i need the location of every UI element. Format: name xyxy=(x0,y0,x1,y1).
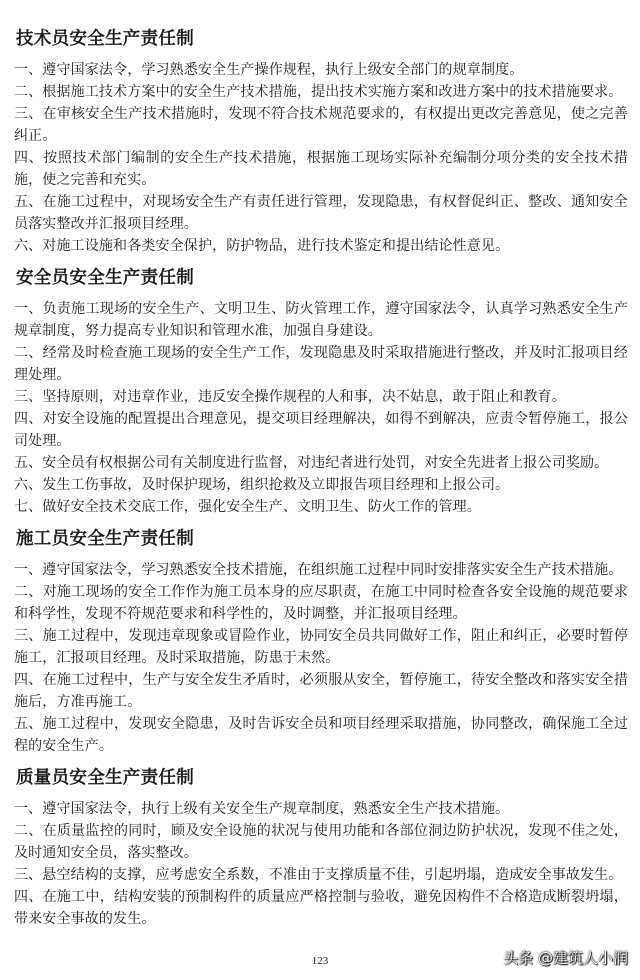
section-title: 质量员安全生产责任制 xyxy=(16,768,194,788)
clause: 三、施工过程中，发现违章现象或冒险作业，协同安全员共同做好工作，阻止和纠正，必要时暂停施工，汇报项目经理。及时采取措施，防患于未然。 xyxy=(14,628,628,666)
section-title: 施工员安全生产责任制 xyxy=(16,529,194,549)
clause: 四、在施工中，结构安装的预制构件的质量应严格控制与验收，避免因构件不合格造成断裂坍塌，带来安全事故的发生。 xyxy=(14,889,628,927)
clause: 三、坚持原则，对违章作业，违反安全操作规程的人和事，决不姑息，敢于阻止和教育。 xyxy=(14,389,566,405)
document-page xyxy=(14,28,628,930)
clause: 三、悬空结构的支撑，应考虑安全系数，不准由于支撑质量不佳，引起坍塌，造成安全事故发生。 xyxy=(14,867,623,883)
section-title: 安全员安全生产责任制 xyxy=(16,268,194,288)
clause: 四、对安全设施的配置提出合理意见，提交项目经理解决，如得不到解决，应责令暂停施工，报公司处理。 xyxy=(14,411,628,449)
clause: 二、经常及时检查施工现场的安全生产工作，发现隐患及时采取措施进行整改，并及时汇报项目经理处理。 xyxy=(14,345,628,383)
clause: 五、安全员有权根据公司有关制度进行监督，对违纪者进行处罚，对安全先进者上报公司奖励。 xyxy=(14,455,609,471)
clause: 二、对施工现场的安全工作作为施工员本身的应尽职责，在施工中同时检查各安全设施的规范要求和科学性，发现不符规范要求和科学性的，及时调整，并汇报项目经理。 xyxy=(14,584,628,622)
clause: 一、遵守国家法令，学习熟悉安全技术措施，在组织施工过程中同时安排落实安全生产技术措施。 xyxy=(14,562,623,578)
clause: 六、对施工设施和各类安全保护，防护物品，进行技术鉴定和提出结论性意见。 xyxy=(14,238,510,254)
clause: 六、发生工伤事故，及时保护现场，组织抢救及立即报告项目经理和上报公司。 xyxy=(14,477,510,493)
clause: 四、在施工过程中，生产与安全发生矛盾时，必须服从安全，暂停施工，待安全整改和落实安全措施后，方准再施工。 xyxy=(14,672,628,710)
clause: 五、在施工过程中，对现场安全生产有责任进行管理，发现隐患，有权督促纠正、整改、通知安全员落实整改并汇报项目经理。 xyxy=(14,194,628,232)
clause: 二、在质量监控的同时，顾及安全设施的状况与使用功能和各部位洞边防护状况，发现不佳之处，及时通知安全员，落实整改。 xyxy=(14,823,628,861)
clause: 一、遵守国家法令，学习熟悉安全生产操作规程，执行上级安全部门的规章制度。 xyxy=(14,62,524,78)
page-number: 123 xyxy=(311,955,329,967)
clause: 三、在审核安全生产技术措施时，发现不符合技术规范要求的，有权提出更改完善意见，使之完善纠正。 xyxy=(14,106,628,144)
clause: 七、做好安全技术交底工作，强化安全生产、文明卫生、防火工作的管理。 xyxy=(14,499,481,515)
section-safety-officer xyxy=(14,267,628,518)
section-technician xyxy=(14,28,628,257)
watermark: 头条 @建筑人小润 xyxy=(503,949,628,967)
clause: 一、遵守国家法令，执行上级有关安全生产规章制度，熟悉安全生产技术措施。 xyxy=(14,801,510,817)
clause: 四、按照技术部门编制的安全生产技术措施，根据施工现场实际补充编制分项分类的安全技术措施，使之完善和充实。 xyxy=(14,150,628,188)
section-title: 技术员安全生产责任制 xyxy=(16,29,194,49)
clause: 二、根据施工技术方案中的安全生产技术措施，提出技术实施方案和改进方案中的技术措施要求。 xyxy=(14,84,623,100)
clause: 五、施工过程中，发现安全隐患，及时告诉安全员和项目经理采取措施，协同整改，确保施工全过程的安全生产。 xyxy=(14,716,628,754)
clause: 一、负责施工现场的安全生产、文明卫生、防火管理工作，遵守国家法令，认真学习熟悉安全生产规章制度，努力提高专业知识和管理水准，加强自身建设。 xyxy=(14,301,628,339)
section-construction-worker xyxy=(14,528,628,757)
section-quality-officer xyxy=(14,767,628,930)
